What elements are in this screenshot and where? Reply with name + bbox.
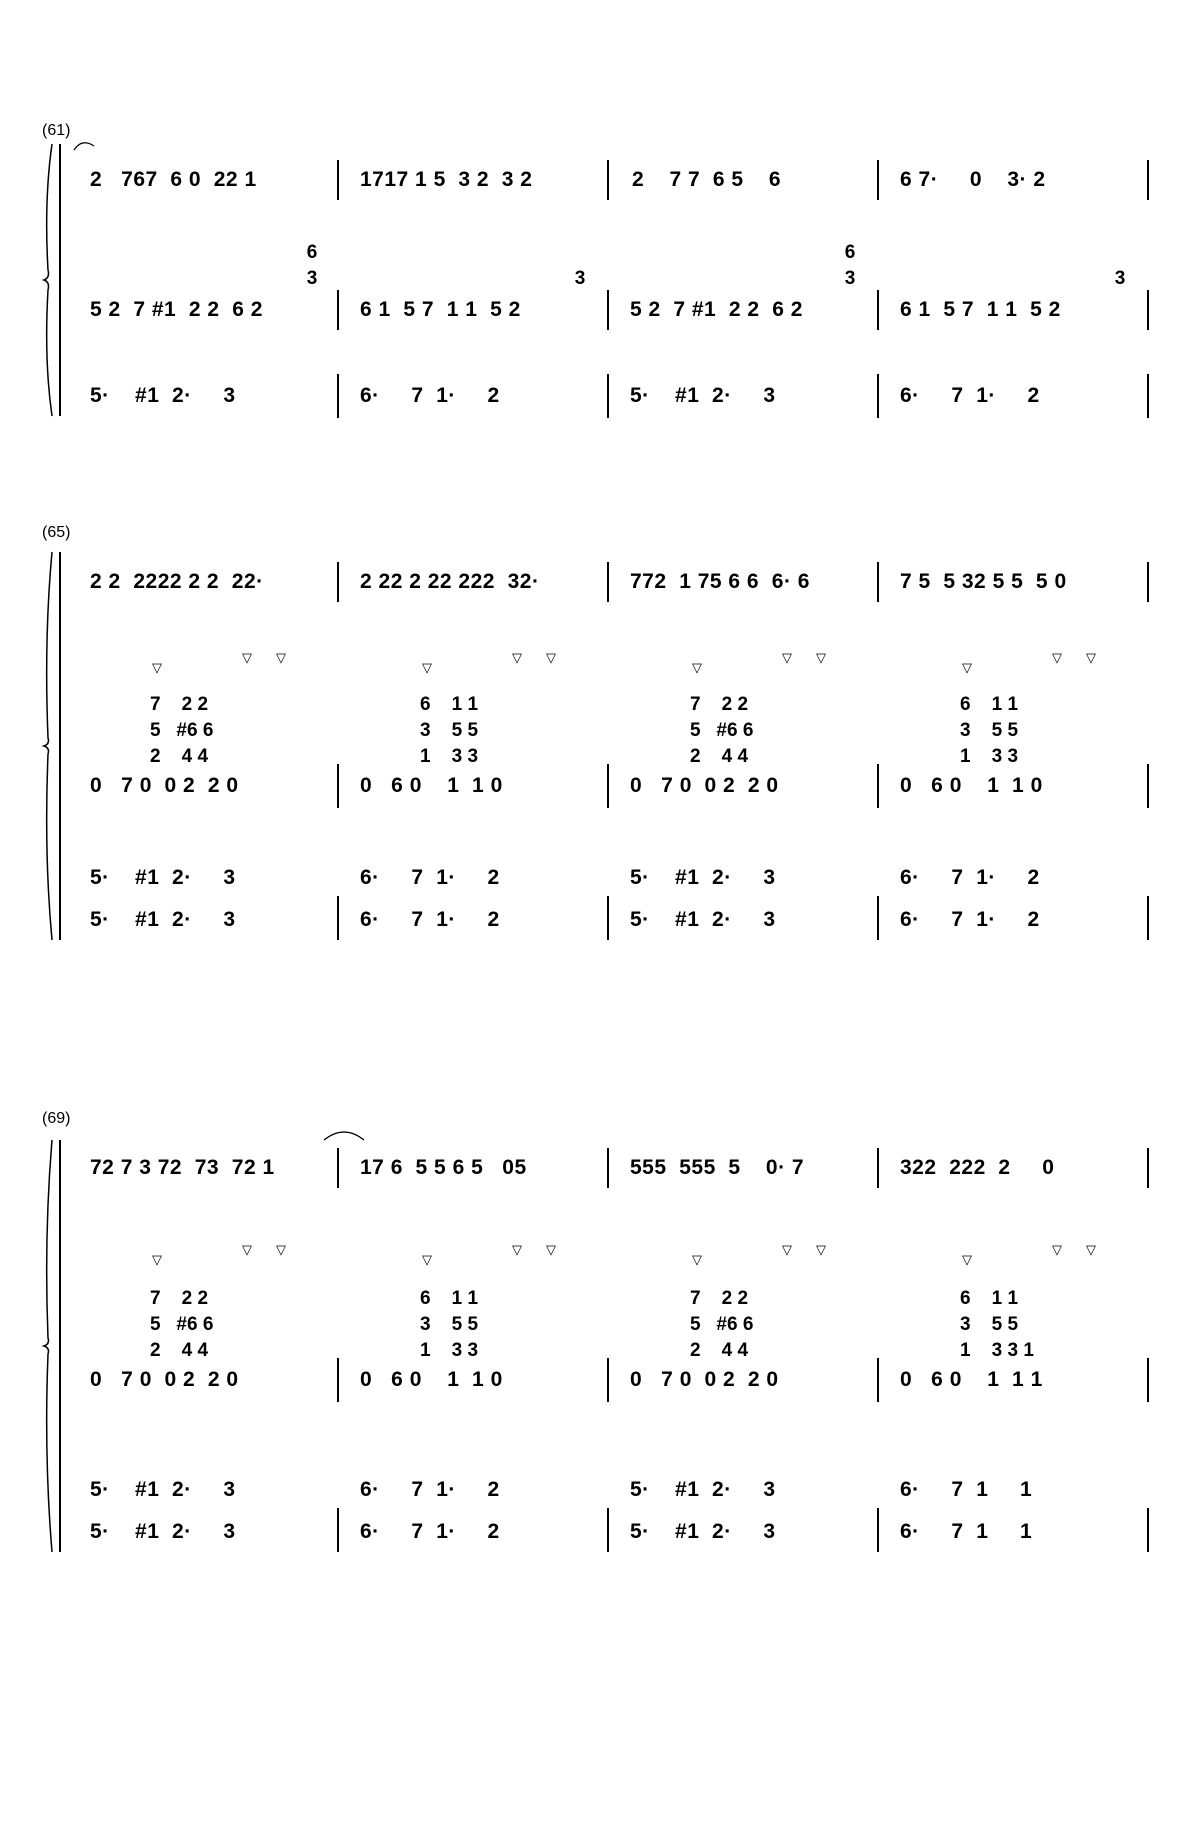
chord-notes: 6 3 [844, 242, 856, 289]
measure-65-bass-upper: 5· #1 2· 3 [90, 866, 236, 889]
measure-67-bass-upper: 5· #1 2· 3 [630, 866, 776, 889]
measure-66-accomp: 0 6 0 1 1 0 [360, 774, 503, 797]
measure-61-bass: 5· #1 2· 3 [90, 384, 236, 407]
barline [607, 562, 609, 602]
barline [877, 290, 879, 330]
accent-triangle-icon: ▽ [512, 650, 522, 665]
barline [607, 160, 609, 200]
chord-notes: 3 [574, 268, 586, 289]
barline [607, 1508, 609, 1552]
measure-64-bass: 6· 7 1· 2 [900, 384, 1040, 407]
measure-70-bass: 6· 7 1· 2 [360, 1520, 500, 1543]
accent-triangle-icon: ▽ [152, 1252, 162, 1267]
barline [337, 562, 339, 602]
measure-68-melody: 7 5 5 32 5 5 5 0 [900, 570, 1067, 593]
barline [1147, 896, 1149, 940]
barline [877, 374, 879, 418]
chord-notes: 6 1 1 3 5 5 1 3 3 [420, 1288, 479, 1361]
measure-72-bass-upper: 6· 7 1 1 [900, 1478, 1033, 1501]
accent-triangle-icon: ▽ [422, 660, 432, 675]
barline [1147, 1358, 1149, 1402]
accent-triangle-icon: ▽ [962, 660, 972, 675]
grand-staff-brace [38, 1136, 62, 1556]
chord-notes: 7 2 2 5 #6 6 2 4 4 [690, 694, 754, 767]
measure-71-bass: 5· #1 2· 3 [630, 1520, 776, 1543]
barline [877, 1508, 879, 1552]
measure-67-bass: 5· #1 2· 3 [630, 908, 776, 931]
barline [1147, 290, 1149, 330]
measure-66-bass-upper: 6· 7 1· 2 [360, 866, 500, 889]
grand-staff-brace [38, 140, 62, 420]
measure-67-accomp: 0 7 0 0 2 2 0 [630, 774, 779, 797]
barline [337, 896, 339, 940]
measure-72-accomp: 0 6 0 1 1 1 [900, 1368, 1043, 1391]
measure-72-melody: 322 222 2 0 [900, 1156, 1055, 1179]
measure-71-melody: 555 555 5 0· 7 [630, 1156, 805, 1179]
measure-70-melody: 17 6 5 5 6 5 05 [360, 1156, 527, 1179]
measure-61-accomp: 5 2 7 #1 2 2 6 2 [90, 298, 263, 321]
measure-66-melody: 2 22 2 22 222 32· [360, 570, 540, 593]
tie-arc [72, 136, 98, 156]
chord-notes: 6 1 1 3 5 5 1 3 3 [960, 694, 1019, 767]
measure-65-bass: 5· #1 2· 3 [90, 908, 236, 931]
accent-triangle-icon: ▽ [276, 650, 286, 665]
accent-triangle-icon: ▽ [782, 650, 792, 665]
measure-70-accomp: 0 6 0 1 1 0 [360, 1368, 503, 1391]
barline [1147, 160, 1149, 200]
barline [337, 374, 339, 418]
barline [337, 764, 339, 808]
chord-notes: 6 1 1 3 5 5 1 3 3 1 [960, 1288, 1034, 1361]
barline [877, 1358, 879, 1402]
measure-62-melody: 1717 1 5 3 2 3 2 [360, 168, 533, 191]
measure-64-accomp: 6 1 5 7 1 1 5 2 [900, 298, 1061, 321]
accent-triangle-icon: ▽ [512, 1242, 522, 1257]
chord-notes: 7 2 2 5 #6 6 2 4 4 [690, 1288, 754, 1361]
chord-notes: 7 2 2 5 #6 6 2 4 4 [150, 694, 214, 767]
measure-65-accomp: 0 7 0 0 2 2 0 [90, 774, 239, 797]
tie-arc [322, 1124, 368, 1144]
measure-63-bass: 5· #1 2· 3 [630, 384, 776, 407]
accent-triangle-icon: ▽ [816, 650, 826, 665]
accent-triangle-icon: ▽ [1052, 650, 1062, 665]
barline [607, 1148, 609, 1188]
measure-number: (69) [42, 1110, 71, 1127]
barline [1147, 1508, 1149, 1552]
measure-66-bass: 6· 7 1· 2 [360, 908, 500, 931]
measure-67-melody: 772 1 75 6 6 6· 6 [630, 570, 810, 593]
barline [877, 160, 879, 200]
measure-64-melody: 6 7· 0 3· 2 [900, 168, 1046, 191]
measure-71-bass-upper: 5· #1 2· 3 [630, 1478, 776, 1501]
accent-triangle-icon: ▽ [152, 660, 162, 675]
accent-triangle-icon: ▽ [242, 1242, 252, 1257]
measure-71-accomp: 0 7 0 0 2 2 0 [630, 1368, 779, 1391]
measure-72-bass: 6· 7 1 1 [900, 1520, 1033, 1543]
measure-68-bass-upper: 6· 7 1· 2 [900, 866, 1040, 889]
barline [607, 374, 609, 418]
measure-61-melody: 2 767 6 0 22 1 [90, 168, 257, 191]
accent-triangle-icon: ▽ [816, 1242, 826, 1257]
grand-staff-brace [38, 548, 62, 944]
accent-triangle-icon: ▽ [782, 1242, 792, 1257]
barline [1147, 764, 1149, 808]
accent-triangle-icon: ▽ [242, 650, 252, 665]
barline [877, 562, 879, 602]
barline [607, 1358, 609, 1402]
measure-62-accomp: 6 1 5 7 1 1 5 2 [360, 298, 521, 321]
measure-number: (65) [42, 524, 71, 541]
barline [1147, 562, 1149, 602]
accent-triangle-icon: ▽ [546, 1242, 556, 1257]
chord-notes: 6 3 [306, 242, 318, 289]
measure-63-melody: 2 7 7 6 5 6 [632, 168, 782, 191]
measure-number: (61) [42, 122, 71, 139]
barline [337, 1358, 339, 1402]
measure-70-bass-upper: 6· 7 1· 2 [360, 1478, 500, 1501]
barline [337, 1508, 339, 1552]
measure-69-accomp: 0 7 0 0 2 2 0 [90, 1368, 239, 1391]
barline [877, 1148, 879, 1188]
barline [877, 764, 879, 808]
measure-65-melody: 2 2 2222 2 2 22· [90, 570, 264, 593]
barline [337, 1148, 339, 1188]
barline [607, 896, 609, 940]
measure-62-bass: 6· 7 1· 2 [360, 384, 500, 407]
accent-triangle-icon: ▽ [962, 1252, 972, 1267]
chord-notes: 6 1 1 3 5 5 1 3 3 [420, 694, 479, 767]
barline [607, 290, 609, 330]
measure-69-bass-upper: 5· #1 2· 3 [90, 1478, 236, 1501]
barline [337, 290, 339, 330]
barline [1147, 374, 1149, 418]
accent-triangle-icon: ▽ [692, 660, 702, 675]
measure-69-melody: 72 7 3 72 73 72 1 [90, 1156, 275, 1179]
accent-triangle-icon: ▽ [1086, 650, 1096, 665]
accent-triangle-icon: ▽ [422, 1252, 432, 1267]
accent-triangle-icon: ▽ [1086, 1242, 1096, 1257]
barline [1147, 1148, 1149, 1188]
measure-68-accomp: 0 6 0 1 1 0 [900, 774, 1043, 797]
measure-69-bass: 5· #1 2· 3 [90, 1520, 236, 1543]
barline [877, 896, 879, 940]
barline [337, 160, 339, 200]
accent-triangle-icon: ▽ [546, 650, 556, 665]
chord-notes: 3 [1114, 268, 1126, 289]
measure-68-bass: 6· 7 1· 2 [900, 908, 1040, 931]
accent-triangle-icon: ▽ [276, 1242, 286, 1257]
barline [607, 764, 609, 808]
accent-triangle-icon: ▽ [1052, 1242, 1062, 1257]
measure-63-accomp: 5 2 7 #1 2 2 6 2 [630, 298, 803, 321]
chord-notes: 7 2 2 5 #6 6 2 4 4 [150, 1288, 214, 1361]
accent-triangle-icon: ▽ [692, 1252, 702, 1267]
